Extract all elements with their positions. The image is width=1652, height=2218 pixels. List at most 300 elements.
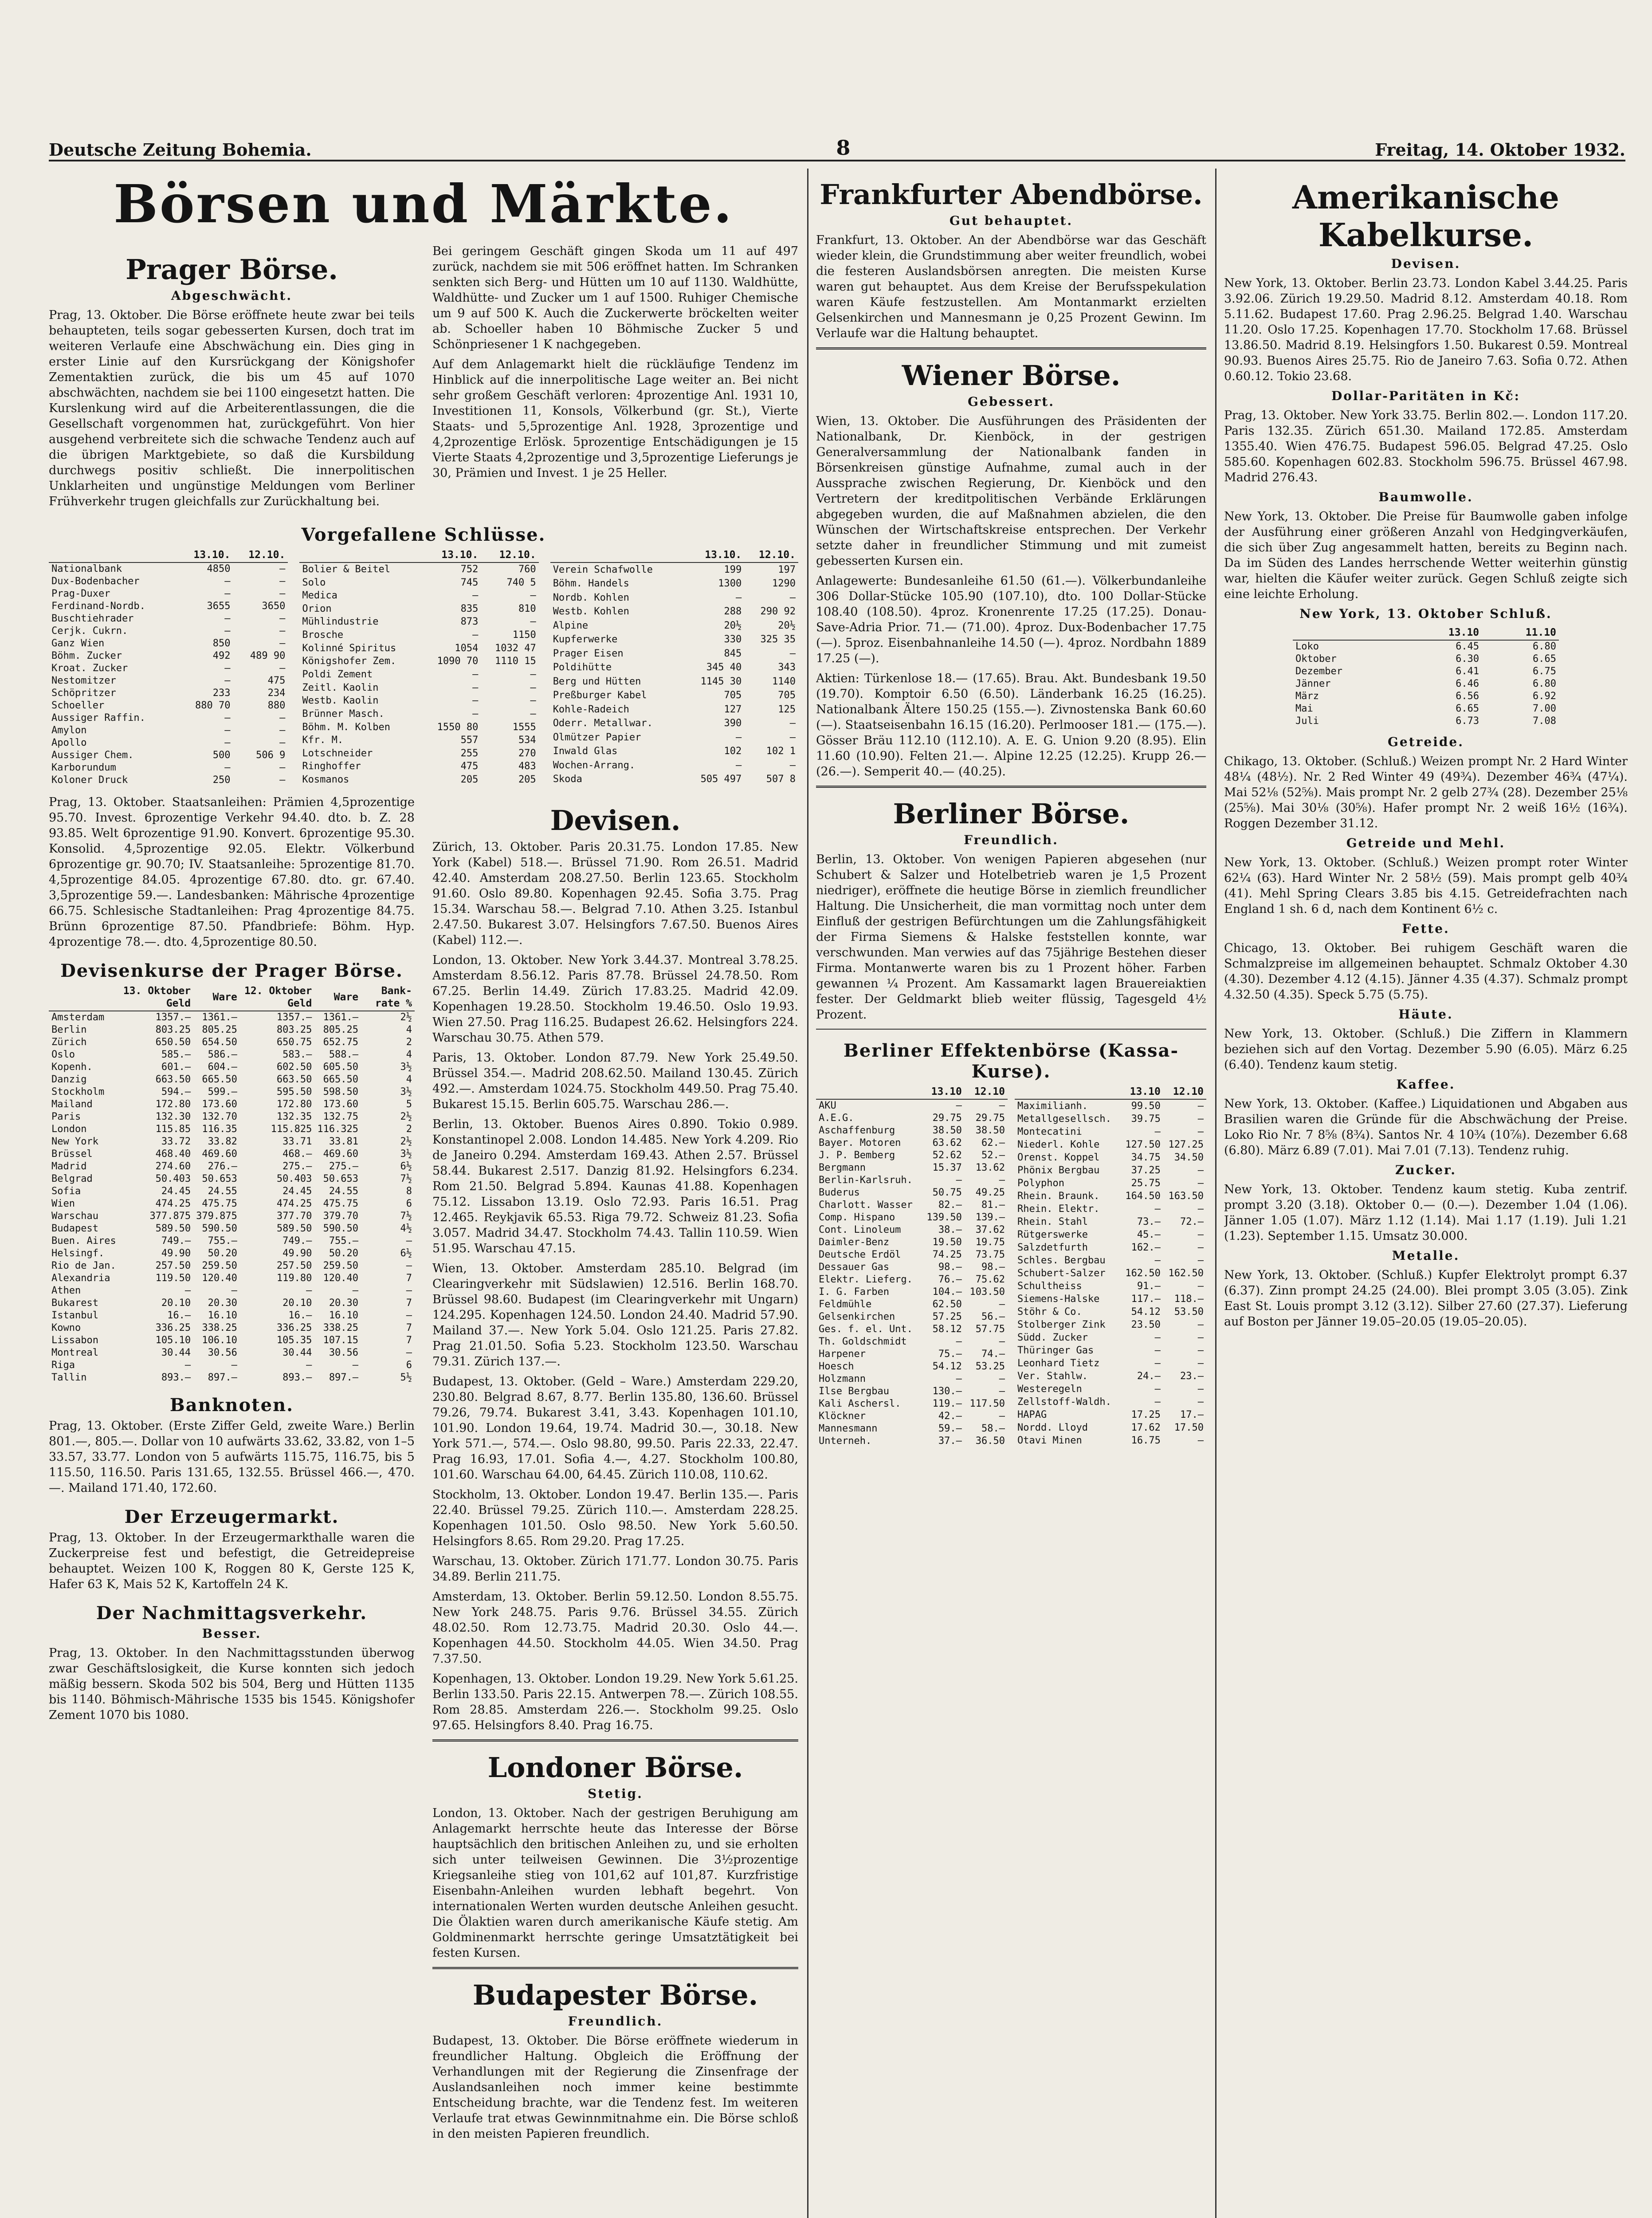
table-cell: 6.30 bbox=[1456, 653, 1479, 665]
effekten-row bbox=[1015, 1164, 1206, 1177]
table-cell: Dessauer Gas bbox=[819, 1262, 889, 1273]
table-cell: 475 bbox=[267, 675, 286, 686]
effekten-row bbox=[1015, 1215, 1206, 1228]
table-cell: — bbox=[1197, 1113, 1204, 1125]
effekten-row bbox=[816, 1137, 1008, 1149]
devisen-row bbox=[49, 1198, 415, 1210]
table-cell: — bbox=[231, 1285, 237, 1296]
devisen-london: London, 13. Oktober. New York 3.44.37. Montreal 3.78.25. Amsterdam 8.56.12. Paris 87.78. Brüssel 24.78.50. Rom 67.25. Berlin 14.49. Zürich 17.83.25. Madrid 42.09. Kopenhagen 19.28.50. Stockholm 19.46.50. Oslo 19.93. Wien 27.50. Prag 116.25. Budapest 26.62. Helsingfors 224. Warschau 30.75. Athen 579. bbox=[432, 953, 798, 1045]
table-cell: 3655 bbox=[207, 601, 231, 612]
table-cell: 103.50 bbox=[969, 1286, 1005, 1298]
table-cell: — bbox=[306, 1285, 312, 1296]
deals-row bbox=[299, 655, 538, 669]
deals-row bbox=[49, 575, 288, 588]
table-cell: Oktober bbox=[1295, 653, 1337, 665]
effekten-row bbox=[1015, 1241, 1206, 1254]
table-cell: 54.12 bbox=[1131, 1306, 1161, 1318]
table-cell: — bbox=[530, 708, 536, 720]
cotton-table bbox=[1293, 625, 1559, 728]
table-cell: 893.— bbox=[283, 1372, 312, 1383]
deals-row bbox=[49, 700, 288, 712]
col-header bbox=[1293, 625, 1405, 640]
table-cell: 492 bbox=[212, 650, 231, 661]
table-cell: — bbox=[224, 725, 231, 736]
table-cell: — bbox=[1197, 1164, 1204, 1176]
table-cell: Königshofer Zem. bbox=[302, 656, 396, 667]
devisen-zuerich: Zürich, 13. Oktober. Paris 20.31.75. London 17.85. New York (Kabel) 518.—. Brüssel 71.90. Rom 26.51. Madrid 42.40. Amsterdam 208.27.50. Berlin 123.65. Stockholm 91.60. Oslo 89.80. Kopenhagen 92.45. Sofia 3.75. Prag 15.34. Warschau 58.—. Belgrad 7.10. Athen 3.25. Istanbul 2.47.50. Bukarest 3.07. Helsingfors 7.67.50. Buenos Aires (Kabel) 112.—. bbox=[432, 840, 798, 947]
table-cell: 330 bbox=[724, 634, 742, 645]
table-cell: 29.75 bbox=[975, 1113, 1005, 1124]
table-cell: 590.50 bbox=[323, 1223, 359, 1234]
devisen-row bbox=[49, 1272, 415, 1285]
table-cell: 50.20 bbox=[208, 1248, 237, 1259]
table-cell: 72.— bbox=[1180, 1216, 1204, 1227]
table-cell: — bbox=[279, 663, 286, 674]
table-cell: 1032 47 bbox=[494, 642, 536, 654]
table-cell: Otavi Minen bbox=[1017, 1435, 1082, 1447]
table-cell: 1290 bbox=[772, 578, 796, 590]
table-cell: Budapest bbox=[51, 1223, 98, 1234]
table-cell: 752 bbox=[460, 563, 479, 575]
table-cell: — bbox=[184, 1285, 191, 1296]
table-cell: 1550 80 bbox=[437, 721, 479, 733]
devisen-amsterdam: Amsterdam, 13. Oktober. Berlin 59.12.50. London 8.55.75. New York 248.75. Paris 9.76. Brüssel 34.55. Zürich 48.02.50. Rom 12.73.75. Madrid 20.30. Oslo 44.—. Kopenhagen 44.50. Stockholm 44.05. Wien 34.50. Prag 7.37.50. bbox=[432, 1590, 798, 1666]
table-cell: — bbox=[1197, 1319, 1204, 1331]
table-cell: 62.— bbox=[981, 1137, 1005, 1148]
table-cell: 3½ bbox=[400, 1086, 412, 1097]
table-cell: Metallgesellsch. bbox=[1017, 1113, 1111, 1125]
table-cell: Kupferwerke bbox=[553, 634, 618, 645]
prague-para-3: Auf dem Anlagemarkt hielt die rückläufige Tendenz im Hinblick auf die innerpolitische Lage weiter an. Bei nicht sehr großem Geschäft verloren: 4prozentige Anl. 1931 10, Investitionen 11, Konsols, Völkerbund (gr. St.), Vierte Staats- und 5,5prozentige Anl. 1928, 3prozentige und 4,2prozentige Erlösk. 5prozentige Entschädigungen je 15 Vierte Staats 4,2prozentige und 3,5prozentige Lieferungs je 30, Prämien und Invest. 1 je 25 Heller. bbox=[432, 358, 798, 480]
effekten-row bbox=[816, 1174, 1008, 1187]
table-cell: Maximilianh. bbox=[1017, 1100, 1088, 1112]
deals-row bbox=[299, 642, 538, 655]
table-cell: 7½ bbox=[400, 1173, 412, 1184]
table-cell: Aussiger Raffin. bbox=[51, 712, 145, 724]
table-cell: — bbox=[279, 712, 286, 724]
deals-row bbox=[550, 591, 798, 605]
table-cell: — bbox=[1197, 1177, 1204, 1189]
table-cell: 53.50 bbox=[1174, 1306, 1204, 1318]
table-cell: — bbox=[999, 1386, 1005, 1397]
table-cell: Holzmann bbox=[819, 1373, 866, 1384]
deals-row bbox=[299, 576, 538, 590]
table-cell: 36.50 bbox=[975, 1435, 1005, 1447]
effekten-row bbox=[1015, 1177, 1206, 1190]
table-cell: — bbox=[224, 712, 231, 724]
table-cell: 34.50 bbox=[1174, 1152, 1204, 1163]
devisen-row bbox=[49, 1011, 415, 1024]
column-american bbox=[1224, 169, 1628, 2218]
table-cell: Prager Eisen bbox=[553, 648, 624, 659]
table-cell: Westeregeln bbox=[1017, 1384, 1082, 1395]
table-cell: 19.50 bbox=[932, 1237, 962, 1248]
devisen-row bbox=[49, 1247, 415, 1260]
table-cell: Madrid bbox=[51, 1161, 87, 1172]
table-cell: Mai bbox=[1295, 703, 1313, 714]
table-cell: Oderr. Metallwar. bbox=[553, 718, 653, 729]
table-cell: 6.45 bbox=[1456, 641, 1479, 652]
table-cell: Rhein. Stahl bbox=[1017, 1216, 1088, 1227]
table-cell: 115.825 bbox=[271, 1124, 312, 1135]
table-cell: — bbox=[279, 625, 286, 637]
table-cell: Rhein. Elektr. bbox=[1017, 1203, 1100, 1215]
deals-row bbox=[299, 747, 538, 760]
table-cell: 75.— bbox=[938, 1349, 962, 1360]
table-cell: Südd. Zucker bbox=[1017, 1332, 1088, 1344]
table-cell: J. P. Bemberg bbox=[819, 1150, 895, 1161]
table-cell: 6.65 bbox=[1533, 653, 1556, 665]
table-cell: 474.25 bbox=[276, 1198, 312, 1209]
effekten-row bbox=[1015, 1254, 1206, 1267]
table-cell: 835 bbox=[460, 603, 479, 614]
table-cell: 119.80 bbox=[276, 1273, 312, 1284]
table-cell: Bayer. Motoren bbox=[819, 1137, 901, 1148]
effekten-row bbox=[1015, 1396, 1206, 1409]
table-cell: 507 8 bbox=[766, 774, 796, 785]
wien-para-1: Wien, 13. Oktober. Die Ausführungen des Präsidenten der Nationalbank, Dr. Kienböck, in der gestrigen Generalversammlung der Nationalbank fanden in Börsenkreisen günstige Aufnahme, zumal auch in der Aussprache zwischen Regierung, Dr. Kienböck und den Vertretern der kreditpolitischen Verbände Erklärungen abgegeben wurden, die auf Maßnahmen abzielen, die den Wünschen der Wirtschaftskreise entsprechen. Der Verkehr setzte daher in freundlicher Stimmung und mit zumeist gebesserten Kursen ein. bbox=[816, 414, 1206, 568]
devisen-row bbox=[49, 1098, 415, 1111]
table-cell: 62.50 bbox=[932, 1299, 962, 1310]
table-cell: Schubert-Salzer bbox=[1017, 1267, 1106, 1279]
table-cell: 119.50 bbox=[155, 1273, 191, 1284]
devisen-row bbox=[49, 1347, 415, 1359]
effekten-tables bbox=[816, 1085, 1206, 1447]
table-cell: — bbox=[224, 613, 231, 624]
table-cell: — bbox=[1154, 1358, 1161, 1369]
table-cell: 290 92 bbox=[760, 606, 796, 617]
table-cell: Brünner Masch. bbox=[302, 708, 385, 720]
table-cell: Kfr. M. bbox=[302, 735, 344, 746]
table-cell: Buschtiehrader bbox=[51, 613, 134, 624]
cotton-row bbox=[1293, 653, 1559, 665]
col-header: 13.10 bbox=[1405, 625, 1482, 640]
effekten-row bbox=[1015, 1319, 1206, 1332]
table-cell: 5 bbox=[406, 1099, 412, 1110]
devisen-paris: Paris, 13. Oktober. London 87.79. New York 25.49.50. Brüssel 354.—. Madrid 208.62.50. Mailand 130.45. Zürich 492.—. Amsterdam 1024.75. Stockholm 449.50. Prag 75.40. Bukarest 15.15. Berlin 605.75. Warschau 286.—. bbox=[432, 1051, 798, 1111]
devisen-row bbox=[49, 1160, 415, 1173]
table-cell: — bbox=[472, 590, 479, 602]
table-cell: 205 bbox=[518, 774, 536, 786]
table-cell: 749.— bbox=[161, 1235, 191, 1247]
table-cell: 1145 30 bbox=[700, 676, 742, 687]
american-title: Amerikanische Kabelkurse. bbox=[1292, 178, 1559, 254]
table-cell: Alpine bbox=[553, 620, 589, 631]
col-header: 12.10 bbox=[1163, 1085, 1206, 1099]
table-cell: 130.— bbox=[932, 1386, 962, 1397]
effekten-row bbox=[1015, 1267, 1206, 1280]
deals-row bbox=[550, 605, 798, 619]
page-title: Börsen und Märkte. bbox=[114, 173, 734, 235]
table-cell: 17.50 bbox=[1174, 1422, 1204, 1434]
deals-row bbox=[550, 731, 798, 744]
table-cell: A.E.G. bbox=[819, 1113, 854, 1124]
table-cell: — bbox=[279, 775, 286, 786]
table-cell: 58.12 bbox=[932, 1324, 962, 1335]
devisen-row bbox=[49, 1223, 415, 1235]
table-cell: 663.50 bbox=[155, 1074, 191, 1085]
deals-row bbox=[550, 772, 798, 787]
table-cell: Jänner bbox=[1295, 678, 1331, 689]
table-cell: 652.75 bbox=[323, 1037, 359, 1048]
deals-row bbox=[550, 688, 798, 702]
issue-date: Freitag, 14. Oktober 1932. bbox=[1375, 140, 1625, 160]
table-cell: 1357.— bbox=[276, 1012, 312, 1023]
budapest-heading: Budapester Börse. bbox=[472, 1979, 758, 2011]
table-cell: — bbox=[279, 613, 286, 624]
devisen-table bbox=[49, 984, 415, 1384]
metalle-paragraph: New York, 13. Oktober. (Schluß.) Kupfer Elektrolyt prompt 6.37 (6.37). Zinn prompt 24.25 (24.00). Blei prompt 3.05 (3.05). Zink East St. Louis prompt 3.12 (3.12). Silber 27.60 (27.37). Lieferung auf Boston per Jänner 19.05–20.05 (19.05–20.05). bbox=[1224, 1268, 1628, 1329]
table-cell: Inwald Glas bbox=[553, 746, 618, 757]
table-cell: 117.50 bbox=[969, 1398, 1005, 1409]
table-cell: Alexandria bbox=[51, 1273, 110, 1284]
table-cell: 20½ bbox=[778, 620, 796, 631]
table-cell: Mailand bbox=[51, 1099, 93, 1110]
table-cell: — bbox=[1154, 1396, 1161, 1408]
table-cell: 107.15 bbox=[323, 1335, 359, 1346]
table-cell: 24.55 bbox=[329, 1186, 359, 1197]
table-cell: Schöpritzer bbox=[51, 688, 116, 699]
table-cell: Thüringer Gas bbox=[1017, 1345, 1094, 1357]
berlin-paragraph: Berlin, 13. Oktober. Von wenigen Papieren abgesehen (nur Schubert & Salzer und Hotelbetrieb waren je 1,5 Prozent niedriger), eröffnete die heutige Börse in ziemlich freundlicher Haltung. Die Unsicherheit, die man vormittag noch unter dem Einfluß der gestrigen Befürchtungen um die Zahlungsfähigkeit der Firma Siemens & Halske feststellen konnte, war verschwunden. Man verwies auf das 75jährige Bestehen dieser Firma. Montanwerte waren bis zu 1 Prozent höher. Farben gewannen ¼ Prozent. Am Kassamarkt lagen Brauereiaktien fester. Der Geldmarkt blieb weiter flüssig, Tagesgeld 4½ Prozent. bbox=[816, 853, 1206, 1022]
table-cell: 893.— bbox=[161, 1372, 191, 1383]
effekten-row bbox=[816, 1348, 1008, 1361]
table-cell: Schultheiss bbox=[1017, 1280, 1082, 1292]
deals-row bbox=[550, 562, 798, 577]
table-cell: 599.— bbox=[208, 1086, 237, 1097]
table-cell: 250 bbox=[212, 775, 231, 786]
table-cell: 377.875 bbox=[149, 1211, 191, 1222]
table-cell: 755.— bbox=[208, 1235, 237, 1247]
table-cell: Berlin bbox=[51, 1024, 87, 1035]
table-cell: 2 bbox=[406, 1037, 412, 1048]
table-cell: Kroat. Zucker bbox=[51, 663, 128, 674]
table-cell: Kowno bbox=[51, 1322, 81, 1333]
table-cell: 139.50 bbox=[926, 1212, 962, 1223]
table-cell: 336.25 bbox=[276, 1322, 312, 1333]
table-cell: — bbox=[1197, 1255, 1204, 1266]
table-cell: Unterneh. bbox=[819, 1435, 872, 1447]
banknoten-heading: Banknoten. bbox=[169, 1395, 294, 1416]
table-cell: 589.50 bbox=[155, 1223, 191, 1234]
table-cell: 197 bbox=[778, 564, 796, 575]
table-cell: Böhm. Zucker bbox=[51, 650, 122, 661]
effekten-row bbox=[1015, 1151, 1206, 1164]
ny-devisen-paragraph: New York, 13. Oktober. Berlin 23.73. London Kabel 3.44.25. Paris 3.92.06. Zürich 19.29.50. Madrid 8.12. Amsterdam 40.18. Rom 5.11.62. Budapest 17.60. Prag 2.96.25. Belgrad 1.40. Warschau 11.20. Oslo 17.25. Kopenhagen 17.70. Stockholm 17.68. Brüssel 13.86.50. Madrid 8.19. Helsingfors 1.50. Bukarest 0.59. Montreal 90.93. Buenos Aires 25.75. Rio de Janeiro 7.63. Sofia 0.72. Athen 0.60.12. Tokio 23.68. bbox=[1224, 276, 1628, 383]
budapest-label: Freundlich. bbox=[568, 2014, 663, 2029]
table-cell: Hoesch bbox=[819, 1361, 854, 1372]
table-cell: Schoeller bbox=[51, 700, 105, 711]
deals-heading: Vorgefallene Schlüsse. bbox=[301, 524, 546, 545]
nachmittag-label: Besser. bbox=[202, 1626, 262, 1641]
table-cell: 57.25 bbox=[932, 1311, 962, 1322]
table-cell: 6 bbox=[406, 1360, 412, 1371]
table-cell: — bbox=[1154, 1203, 1161, 1215]
table-cell: 4 bbox=[406, 1024, 412, 1035]
table-cell: Lissabon bbox=[51, 1335, 98, 1346]
effekten-row bbox=[816, 1112, 1008, 1125]
table-cell: 13.62 bbox=[975, 1162, 1005, 1173]
table-cell: Zellstoff-Waldh. bbox=[1017, 1396, 1111, 1408]
effekten-row bbox=[1015, 1293, 1206, 1306]
table-cell: Skoda bbox=[553, 774, 582, 785]
effekten-row bbox=[816, 1199, 1008, 1211]
cotton-row bbox=[1293, 640, 1559, 653]
table-cell: — bbox=[1154, 1126, 1161, 1137]
table-cell: 42.— bbox=[938, 1411, 962, 1422]
table-cell: Istanbul bbox=[51, 1310, 98, 1321]
kaffee-label: Kaffee. bbox=[1396, 1077, 1456, 1092]
table-cell: 390 bbox=[724, 718, 742, 729]
section-divider bbox=[816, 347, 1206, 350]
table-cell: 705 bbox=[724, 690, 742, 701]
table-cell: 275.— bbox=[329, 1161, 359, 1172]
table-cell: 105.10 bbox=[155, 1335, 191, 1346]
table-cell: 20.30 bbox=[329, 1298, 359, 1309]
table-cell: 24.45 bbox=[283, 1186, 312, 1197]
table-cell: — bbox=[789, 648, 796, 659]
devisen-warschau: Warschau, 13. Oktober. Zürich 171.77. London 30.75. Paris 34.89. Berlin 211.75. bbox=[432, 1554, 798, 1584]
table-cell: Aschaffenburg bbox=[819, 1125, 895, 1136]
deals-row bbox=[49, 774, 288, 787]
table-cell: 23.— bbox=[1180, 1371, 1204, 1382]
table-cell: — bbox=[1197, 1203, 1204, 1215]
table-cell: 810 bbox=[518, 603, 536, 614]
effekten-row bbox=[1015, 1383, 1206, 1396]
table-cell: 50.653 bbox=[202, 1173, 237, 1184]
table-cell: 16.10 bbox=[208, 1310, 237, 1321]
page-number: 8 bbox=[836, 136, 851, 160]
table-cell: 172.80 bbox=[276, 1099, 312, 1110]
table-cell: — bbox=[1154, 1345, 1161, 1357]
table-cell: 6.75 bbox=[1533, 666, 1556, 677]
banknoten-paragraph: Prag, 13. Oktober. (Erste Ziffer Geld, zweite Ware.) Berlin 801.—, 805.—. Dollar von 10 aufwärts 33.62, 33.82, von 1–5 33.57, 33.77. London von 5 aufwärts 115.75, 116.75, bis 5 115.50, 116.50. Paris 131.65, 132.55. Brüssel 466.—, 470.—. Mailand 171.40, 172.60. bbox=[49, 1419, 415, 1495]
table-cell: 663.50 bbox=[276, 1074, 312, 1085]
table-cell: 805.25 bbox=[323, 1024, 359, 1035]
table-cell: — bbox=[789, 731, 796, 743]
effekten-table-a bbox=[816, 1085, 1008, 1447]
table-cell: 7 bbox=[406, 1298, 412, 1309]
devisen-row bbox=[49, 1185, 415, 1198]
table-cell: 205 bbox=[460, 774, 479, 786]
table-cell: — bbox=[472, 669, 479, 680]
table-cell: 75.62 bbox=[975, 1274, 1005, 1285]
table-cell: 590.50 bbox=[202, 1223, 237, 1234]
table-cell: 469.60 bbox=[202, 1148, 237, 1160]
table-cell: 594.— bbox=[161, 1086, 191, 1097]
deals-tables bbox=[49, 548, 798, 787]
table-cell: 53.25 bbox=[975, 1361, 1005, 1372]
fette-paragraph: Chicago, 13. Oktober. Bei ruhigem Geschäft waren die Schmalzpreise im allgemeinen behauptet. Schmalz Oktober 4.30 (4.30). Dezember 4.12 (4.15). Jänner 4.35 (4.37). Schmalz prompt 4.32.50 (4.35). Speck 5.75 (5.75). bbox=[1224, 941, 1628, 1002]
table-cell: — bbox=[956, 1373, 962, 1384]
table-cell: 650.50 bbox=[155, 1037, 191, 1048]
deals-row bbox=[299, 773, 538, 787]
frankfurt-label: Gut behauptet. bbox=[949, 213, 1073, 228]
table-cell: Ver. Stahlw. bbox=[1017, 1371, 1088, 1382]
table-cell: — bbox=[224, 737, 231, 748]
deals-row bbox=[49, 562, 288, 575]
table-cell: 604.— bbox=[208, 1062, 237, 1073]
table-cell: Elektr. Lieferg. bbox=[819, 1274, 913, 1285]
table-cell: 880 bbox=[267, 700, 286, 711]
table-cell: — bbox=[406, 1285, 412, 1296]
deals-row bbox=[550, 744, 798, 758]
table-cell: 38.50 bbox=[932, 1125, 962, 1136]
erzeugermarkt-heading: Der Erzeugermarkt. bbox=[124, 1506, 339, 1527]
table-cell: Stockholm bbox=[51, 1086, 105, 1097]
table-cell: Schles. Bergbau bbox=[1017, 1255, 1106, 1266]
table-cell: 73.75 bbox=[975, 1249, 1005, 1260]
table-cell: 2½ bbox=[400, 1012, 412, 1023]
table-cell: — bbox=[472, 629, 479, 641]
table-cell: — bbox=[1197, 1435, 1204, 1447]
table-cell: 3650 bbox=[262, 601, 286, 612]
table-cell: — bbox=[1197, 1345, 1204, 1357]
table-cell: — bbox=[530, 616, 536, 628]
wien-para-3: Aktien: Türkenlose 18.— (17.65). Brau. Akt. Bundesbank 19.50 (19.70). Komptoir 6.50 (6.50). Länderbank 16.25 (16.25). Nationalbank Ältere 150.25 (155.—). Zivnostenska Bank 60.60 (—). Staatseisenbahn 16.15 (16.20). Perlmooser 181.— (175.—). Gösser Bräu 112.10 (112.10). A. E. G. Union 9.20 (8.95). Elin 11.60 (10.90). Felten 21.—. Alpine 12.25 (12.25). Krupp 26.— (26.—). Semperit 40.— (40.25). bbox=[816, 672, 1206, 779]
deals-row bbox=[49, 737, 288, 749]
table-cell: — bbox=[1197, 1100, 1204, 1112]
table-cell: Sofia bbox=[51, 1186, 81, 1197]
table-cell: — bbox=[184, 1360, 191, 1371]
table-cell: 325 35 bbox=[760, 634, 796, 645]
getreide-label: Getreide. bbox=[1387, 735, 1464, 749]
effekten-row bbox=[816, 1373, 1008, 1385]
deals-row bbox=[550, 703, 798, 716]
table-cell: 118.— bbox=[1174, 1294, 1204, 1305]
table-cell: Aussiger Chem. bbox=[51, 750, 134, 761]
wien-label: Gebessert. bbox=[968, 394, 1055, 409]
devisen-heading: Devisenkurse der Prager Börse. bbox=[60, 960, 403, 981]
table-cell: 50.20 bbox=[329, 1248, 359, 1259]
table-cell: — bbox=[352, 1285, 359, 1296]
deals-row bbox=[299, 616, 538, 629]
table-cell: Orenst. Koppel bbox=[1017, 1152, 1100, 1163]
deals-row bbox=[299, 629, 538, 642]
cotton-row bbox=[1293, 715, 1559, 728]
table-cell: — bbox=[279, 563, 286, 574]
prague-label: Abgeschwächt. bbox=[171, 288, 293, 303]
table-cell: Riga bbox=[51, 1360, 75, 1371]
table-cell: 82.— bbox=[938, 1199, 962, 1211]
table-cell: Mannesmann bbox=[819, 1423, 878, 1434]
deals-row bbox=[49, 600, 288, 613]
table-cell: 172.80 bbox=[155, 1099, 191, 1110]
table-cell: AKU bbox=[819, 1100, 836, 1111]
table-cell: Ganz Wien bbox=[51, 638, 105, 649]
table-cell: 338.25 bbox=[323, 1322, 359, 1333]
table-cell: — bbox=[956, 1175, 962, 1186]
table-cell: 745 bbox=[460, 577, 479, 588]
deals-row bbox=[550, 647, 798, 661]
haeute-paragraph: New York, 13. Oktober. (Schluß.) Die Ziffern in Klammern beziehen sich auf den Vortag. Dezember 5.90 (6.05). März 6.25 (6.40). Tendenz kaum stetig. bbox=[1224, 1027, 1628, 1072]
table-cell: 16.10 bbox=[329, 1310, 359, 1321]
table-cell: Cerjk. Cukrn. bbox=[51, 625, 128, 637]
table-cell: 595.50 bbox=[276, 1086, 312, 1097]
deals-row bbox=[49, 662, 288, 675]
table-cell: — bbox=[224, 663, 231, 674]
table-cell: Oslo bbox=[51, 1049, 75, 1060]
effekten-row bbox=[1015, 1370, 1206, 1383]
col-header: 13.10 bbox=[922, 1085, 965, 1099]
table-cell: 665.50 bbox=[202, 1074, 237, 1085]
table-cell: 665.50 bbox=[323, 1074, 359, 1085]
devisen-row bbox=[49, 1148, 415, 1160]
table-cell: Nationalbank bbox=[51, 563, 122, 574]
table-cell: 2½ bbox=[400, 1136, 412, 1147]
table-cell: 6.92 bbox=[1533, 691, 1556, 702]
table-cell: 29.75 bbox=[932, 1113, 962, 1124]
